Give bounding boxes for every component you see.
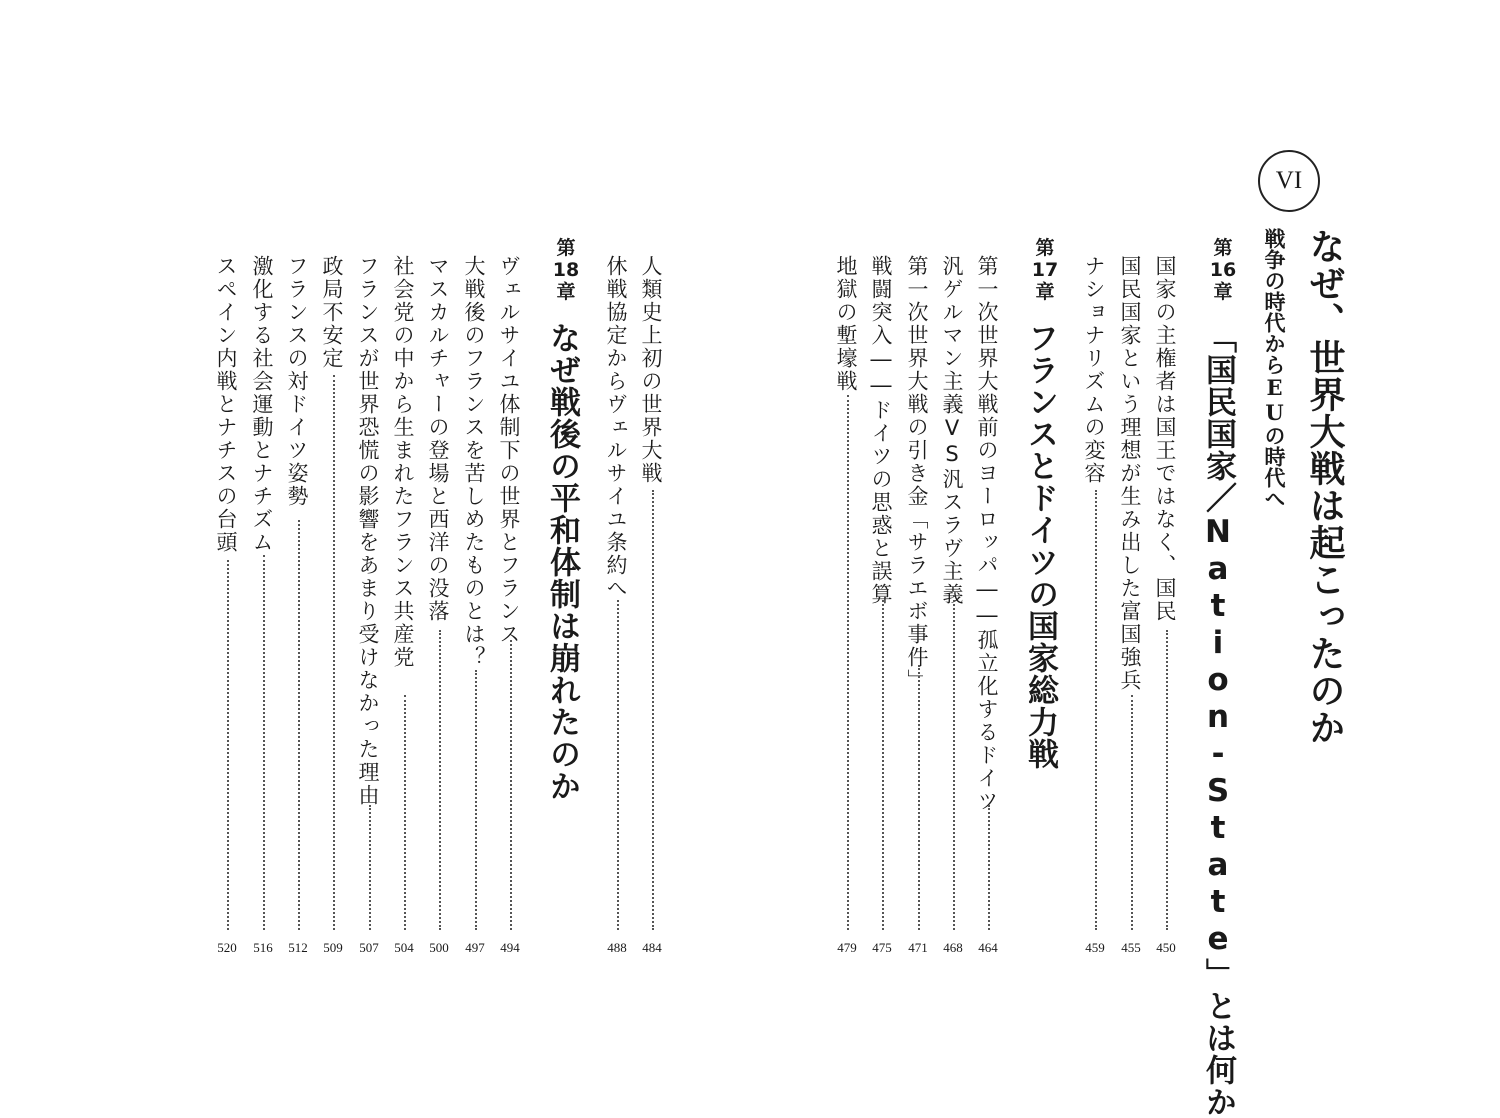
chapter-number-label: 第17章 [1031,237,1059,303]
dot-leader [475,670,477,930]
page-number: 504 [394,940,414,955]
page-number: 500 [429,940,449,955]
toc-entry[interactable]: 大戦後のフランスを苦しめたものとは？ [462,255,486,669]
page-number: 497 [465,940,485,955]
page-number: 459 [1085,940,1105,955]
dot-leader [988,805,990,930]
dot-leader [263,555,265,930]
part-subtitle: 戦争の時代からEUの時代へ [1262,228,1287,509]
page-number: 516 [253,940,273,955]
dot-leader [439,630,441,930]
page-number: 509 [323,940,343,955]
dot-leader [882,600,884,930]
chapter-number [1025,238,1065,304]
page-number: 488 [607,940,627,955]
page-number: 475 [872,940,892,955]
toc-entry[interactable]: 汎ゲルマン主義VS汎スラヴ主義 [940,255,964,606]
page-number: 450 [1156,940,1176,955]
toc-entry[interactable]: マスカルチャーの登場と西洋の没落 [426,255,450,623]
toc-entry[interactable]: ヴェルサイユ体制下の世界とフランス [497,255,521,646]
part-title: なぜ、世界大戦は起こったのか [1304,228,1345,746]
toc-entry[interactable]: 第一次世界大戦の引き金「サラエボ事件」 [905,255,929,692]
chapter-number [1203,238,1243,304]
dot-leader [404,695,406,930]
dot-leader [1166,630,1168,930]
dot-leader [953,595,955,930]
dot-leader [1095,490,1097,930]
toc-entry[interactable]: スペイン内戦とナチスの台頭 [214,255,238,554]
toc-entry[interactable]: ナショナリズムの変容 [1082,255,1106,485]
toc-entry[interactable]: 国家の主権者は国王ではなく、国民 [1153,255,1177,623]
chapter-number-label: 第18章 [552,237,580,303]
dot-leader [298,520,300,930]
page-number: 507 [359,940,379,955]
part-number-badge: VI [1258,150,1320,212]
page-number: 512 [288,940,308,955]
chapter-number-label: 第16章 [1209,237,1237,303]
dot-leader [918,665,920,930]
toc-entry[interactable]: フランスが世界恐慌の影響をあまり受けなかった理由 [356,255,380,807]
toc-entry[interactable]: 社会党の中から生まれたフランス共産党 [391,255,415,669]
chapter-title: なぜ戦後の平和体制は崩れたのか [544,322,580,802]
toc-entry[interactable]: 第一次世界大戦前のヨーロッパ――孤立化するドイツ [975,255,999,813]
page-number: 484 [642,940,662,955]
chapter-title: フランスとドイツの国家総力戦 [1022,322,1058,770]
page-number: 471 [908,940,928,955]
page-number: 455 [1121,940,1141,955]
dot-leader [333,375,335,930]
toc-entry[interactable]: 激化する社会運動とナチズム [250,255,274,554]
page-number: 494 [500,940,520,955]
page-number: 468 [943,940,963,955]
toc-entry[interactable]: 人類史上初の世界大戦 [639,255,663,485]
page-number: 464 [978,940,998,955]
page-number: 520 [217,940,237,955]
dot-leader [510,640,512,930]
dot-leader [617,600,619,930]
dot-leader [227,560,229,930]
chapter-number [546,238,586,304]
dot-leader [369,805,371,930]
toc-entry[interactable]: 休戦協定からヴェルサイユ条約へ [604,255,628,600]
dot-leader [652,490,654,930]
toc-entry[interactable]: フランスの対ドイツ姿勢 [285,255,309,508]
dot-leader [847,395,849,930]
chapter-title: 「国民国家／Nation-State」とは何か [1200,322,1236,1118]
dot-leader [1131,695,1133,930]
toc-entry[interactable]: 地獄の塹壕戦 [834,255,858,393]
toc-entry[interactable]: 政局不安定 [320,255,344,370]
toc-entry[interactable]: 国民国家という理想が生み出した富国強兵 [1118,255,1142,692]
toc-entry[interactable]: 戦闘突入――ドイツの思惑と誤算 [869,255,893,606]
page-number: 479 [837,940,857,955]
